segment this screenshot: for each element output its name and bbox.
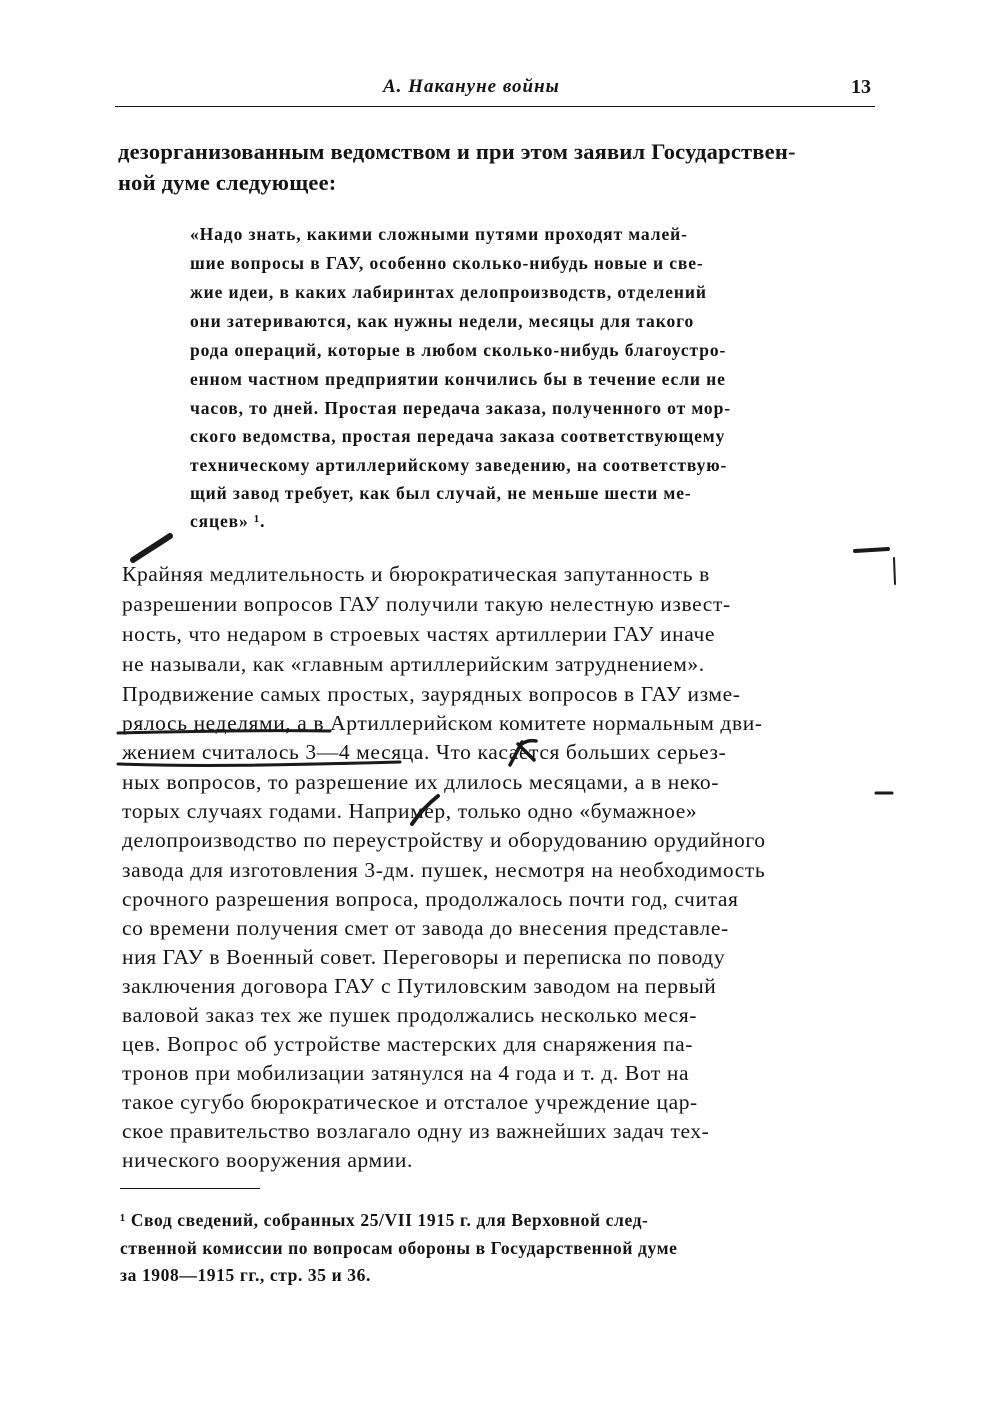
text-line: делопроизводство по переустройству и оборудованию орудийного — [122, 828, 766, 852]
text-line: цев. Вопрос об устройстве мастерских для снаряжения па- — [122, 1032, 694, 1056]
quote-line: сяцев» ¹. — [190, 511, 266, 531]
quote-line: жие идеи, в каких лабиринтах делопроизводств, отделений — [190, 282, 707, 302]
quote-line: часов, то дней. Простая передача заказа, полученного от мор- — [190, 398, 731, 418]
margin-dash-mark — [855, 549, 888, 551]
text-line: Крайняя медлительность и бюрократическая запутанность в — [122, 562, 710, 586]
running-header — [115, 72, 875, 107]
footnote-line: ственной комиссии по вопросам обороны в Государственной думе — [120, 1238, 678, 1258]
quote-line: ского ведомства, простая передача заказа соответствующему — [190, 426, 726, 446]
page-number: 13 — [851, 76, 871, 98]
quote-line: шие вопросы в ГАУ, особенно сколько-нибудь новые и све- — [190, 253, 704, 273]
text-line: срочного разрешения вопроса, продолжалось почти год, считая — [122, 887, 739, 911]
quote-line: рода операций, которые в любом сколько-нибудь благоустро- — [190, 340, 727, 360]
text-line: ных вопросов, то разрешение их длилось месяцами, а в неко- — [122, 770, 720, 794]
text-line: разрешении вопросов ГАУ получили такую нелестную извест- — [122, 592, 731, 616]
quote-line: техническому артиллерийскому заведению, на соответствую- — [190, 455, 728, 475]
footnote-rule — [120, 1188, 260, 1189]
text-line: жением считалось 3—4 месяца. Что касается больших серьез- — [122, 740, 727, 764]
text-line: нического вооружения армии. — [122, 1148, 413, 1172]
text-line: ной думе следующее: — [118, 170, 337, 195]
text-line: валовой заказ тех же пушек продолжались несколько меся- — [122, 1003, 698, 1027]
quote-line: они затериваются, как нужны недели, месяцы для такого — [190, 311, 695, 331]
running-title: А. Накануне войны — [383, 76, 560, 97]
text-line: ния ГАУ в Военный совет. Переговоры и переписка по поводу — [122, 945, 726, 969]
text-line: завода для изготовления 3-дм. пушек, несмотря на необходимость — [122, 858, 766, 882]
quote-line: щий завод требует, как был случай, не меньше шести ме- — [190, 483, 692, 503]
text-line: Продвижение самых простых, заурядных вопросов в ГАУ изме- — [122, 682, 741, 706]
margin-bar-mark — [894, 558, 895, 584]
footnote-line: ¹ Свод сведений, собранных 25/VII 1915 г. для Верховной след- — [120, 1210, 649, 1230]
text-line: ность, что недаром в строевых частях артиллерии ГАУ иначе — [122, 622, 716, 646]
text-line: торых случаях годами. Например, только одно «бумажное» — [122, 799, 698, 823]
text-line: не называли, как «главным артиллерийским затруднением». — [122, 652, 705, 676]
footnote-line: за 1908—1915 гг., стр. 35 и 36. — [120, 1265, 371, 1285]
text-line: дезорганизованным ведомством и при этом заявил Государствен- — [118, 139, 796, 164]
text-line: тронов при мобилизации затянулся на 4 года и т. д. Вот на — [122, 1061, 690, 1085]
paragraph-dash-mark — [133, 536, 170, 560]
text-line: заключения договора ГАУ с Путиловским заводом на первый — [122, 974, 717, 998]
text-line: со времени получения смет от завода до внесения представле- — [122, 916, 729, 940]
text-line: рялось неделями, а в Артиллерийском комитете нормальным дви- — [122, 711, 763, 735]
quote-line: «Надо знать, какими сложными путями проходят малей- — [190, 224, 688, 244]
quote-line: енном частном предприятии кончились бы в течение если не — [190, 369, 726, 389]
text-line: ское правительство возлагало одну из важнейших задач тех- — [122, 1119, 710, 1143]
text-line: такое сугубо бюрократическое и отсталое учреждение цар- — [122, 1090, 698, 1114]
